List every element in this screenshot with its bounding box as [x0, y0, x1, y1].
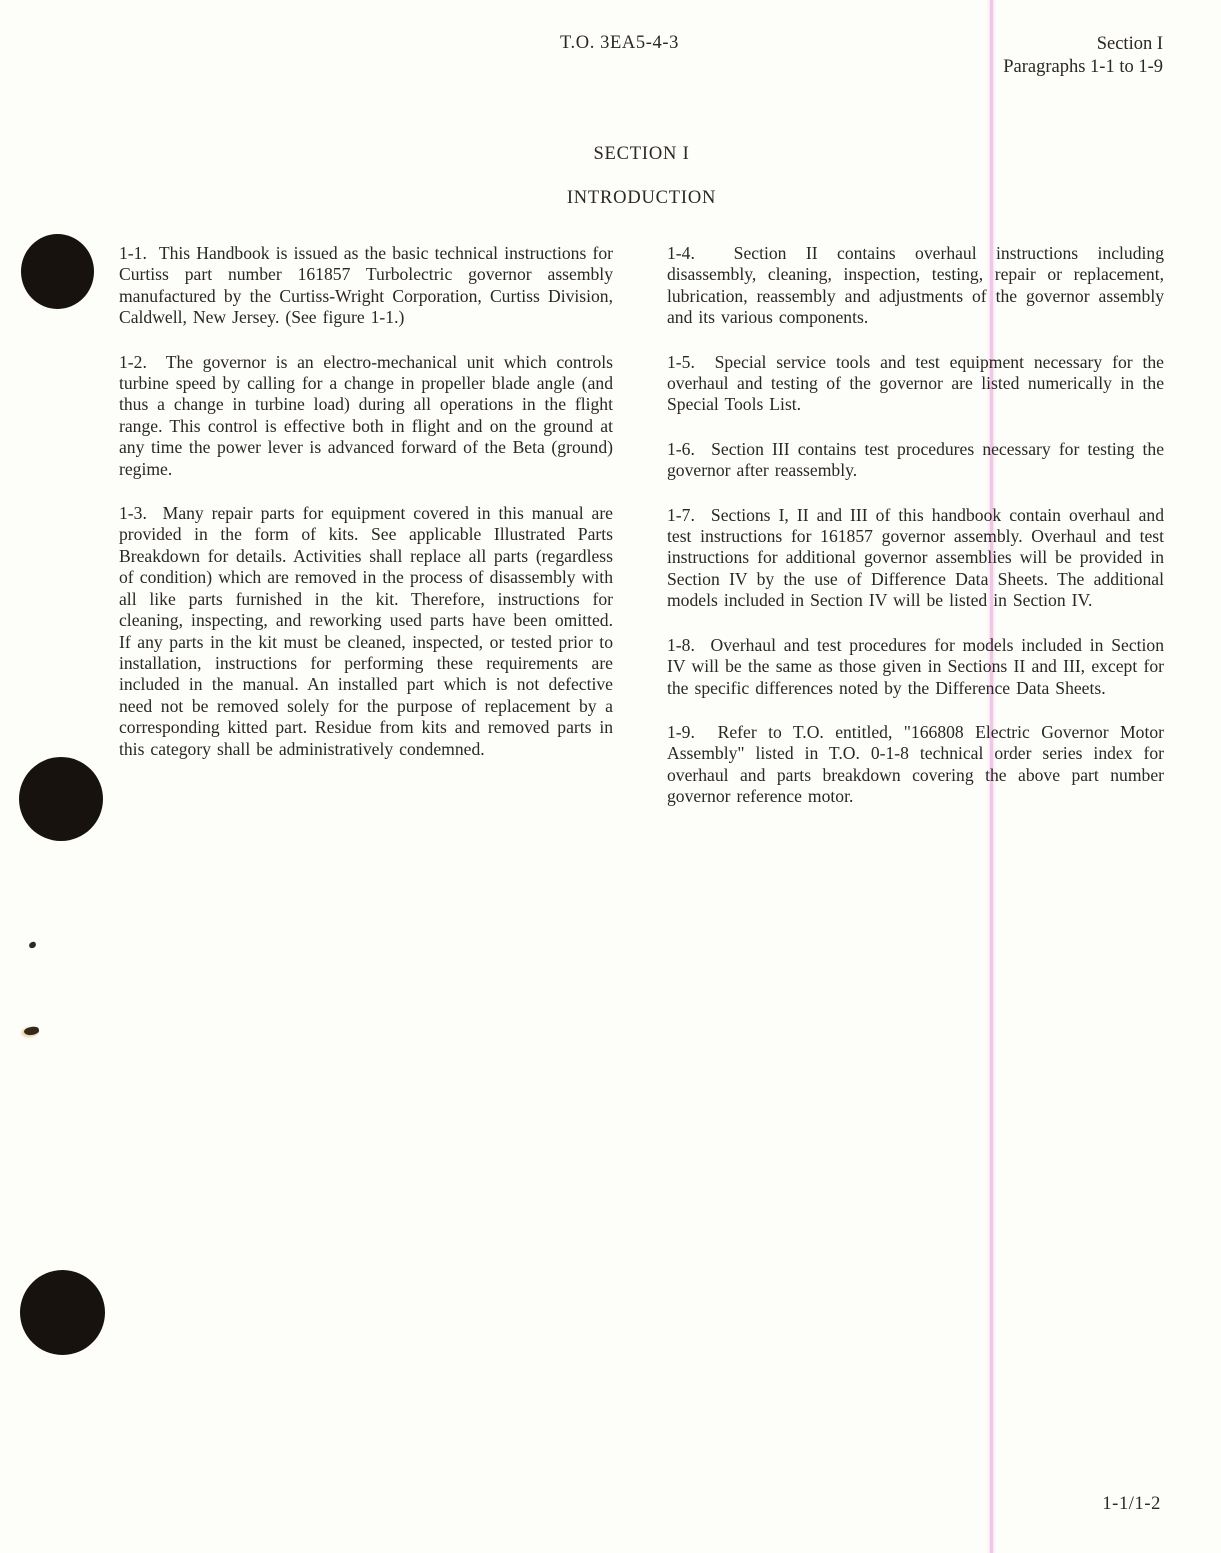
- paragraph-1-4: 1-4. Section II contains overhaul instructions including disassembly, cleaning, inspection, testing, repair or replacement, lubrication, reassembly and adjustments of the governor assembly and its various components.: [667, 243, 1164, 328]
- paragraph-1-1: 1-1. This Handbook is issued as the basic technical instructions for Curtiss part number 161857 Turbolectric governor assembly manufactured by the Curtiss-Wright Corporation, Curtiss Division, Caldwell, New Jersey. (See figure 1-1.): [119, 243, 613, 328]
- header-right-block: [1003, 33, 1163, 79]
- ink-speck: [24, 1026, 40, 1036]
- header-section-label: Section I: [1096, 34, 1163, 54]
- left-column: [119, 243, 613, 783]
- punch-hole: [20, 1270, 105, 1355]
- ink-speck: [28, 941, 36, 949]
- paragraph-1-2: 1-2. The governor is an electro-mechanical unit which controls turbine speed by calling for a change in propeller blade angle (and thus a change in turbine load) during all operations in the flight range. This control is effective both in flight and on the ground at any time the power lever is advanced forward of the Beta (ground) regime.: [119, 351, 613, 479]
- paragraph-1-7: 1-7. Sections I, II and III of this handbook contain overhaul and test instructions for 161857 governor assembly. Overhaul and test instructions for additional governor assemblies will be provided in Section IV by the use of Difference Data Sheets. The additional models included in Section IV will be listed in Section IV.: [667, 504, 1164, 611]
- paragraph-1-9: 1-9. Refer to T.O. entitled, "166808 Electric Governor Motor Assembly" listed in T.O. 0-1-8 technical order series index for overhaul and parts breakdown covering the above part number governor reference motor.: [667, 721, 1164, 807]
- section-title-row: [120, 144, 1163, 165]
- section-title: SECTION I: [593, 144, 690, 164]
- paragraph-1-8: 1-8. Overhaul and test procedures for models included in Section IV will be the same as those given in Sections II and III, except for the specific differences noted by the Difference Data Sheets.: [667, 634, 1164, 698]
- intro-title: INTRODUCTION: [566, 188, 717, 208]
- punch-hole: [21, 234, 94, 309]
- intro-title-row: [120, 188, 1163, 209]
- paragraph-1-3: 1-3. Many repair parts for equipment covered in this manual are provided in the form of kits. See applicable Illustrated Parts Breakdown for details. Activities shall replace all parts (regardless of condition) which are removed in the process of disassembly with all like parts furnished in the kit. Therefore, instructions for cleaning, inspecting, and reworking used parts have been omitted. If any parts in the kit must be cleaned, inspected, or tested prior to installation, instructions for performing these requirements are included in the manual. An installed part which is not defective need not be removed solely for the purpose of replacement by a corresponding kitted part. Residue from kits and removed parts in this category shall be administratively condemned.: [119, 503, 613, 759]
- right-column: [667, 243, 1164, 831]
- punch-hole: [19, 757, 103, 841]
- page-number: 1-1/1-2: [1102, 1494, 1161, 1514]
- header-to-number: T.O. 3EA5-4-3: [560, 33, 679, 53]
- paragraph-1-5: 1-5. Special service tools and test equipment necessary for the overhaul and testing of the governor are listed numerically in the Special Tools List.: [667, 351, 1164, 415]
- paragraph-1-6: 1-6. Section III contains test procedures necessary for testing the governor after reassembly.: [667, 438, 1164, 481]
- header-paragraph-range: Paragraphs 1-1 to 1-9: [1003, 57, 1163, 77]
